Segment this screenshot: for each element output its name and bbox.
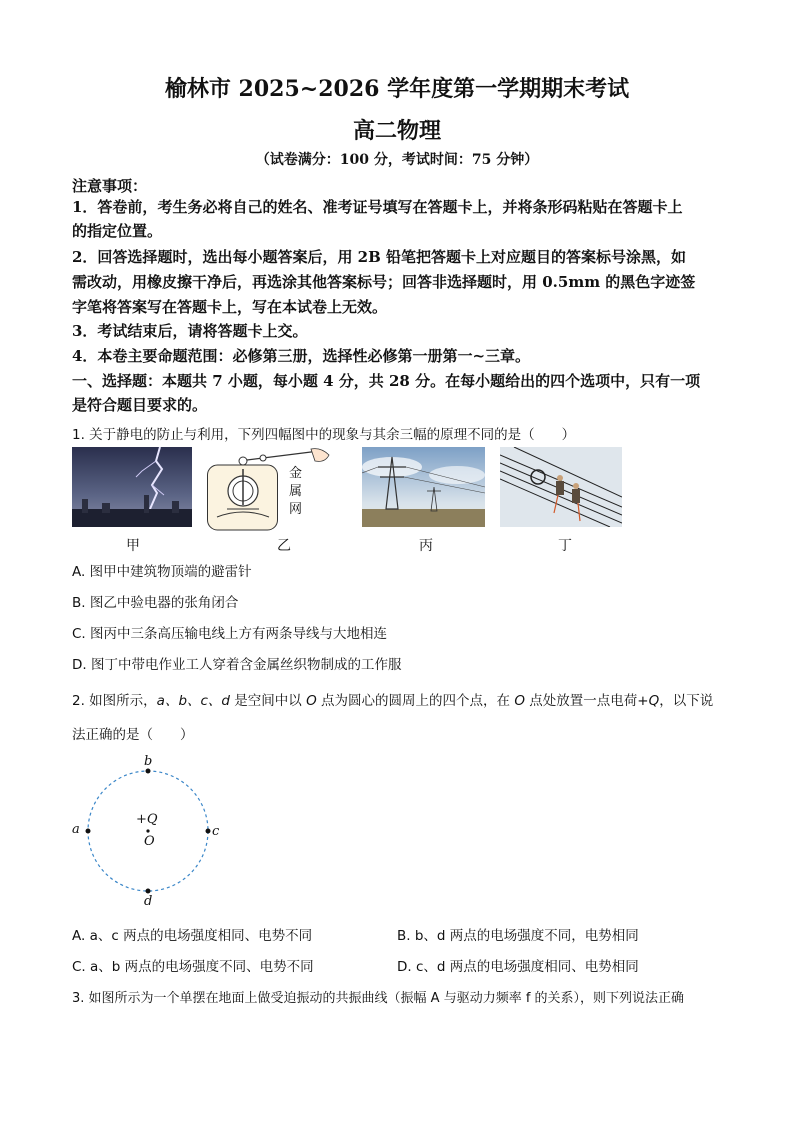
q2-circle-diagram bbox=[66, 754, 226, 914]
exam-info: （试卷满分：100 分，考试时间：75 分钟） bbox=[255, 152, 539, 168]
q1-stem: 1. 关于静电的防止与利用，下列四幅图中的现象与其余三幅的原理不同的是（ ） bbox=[72, 427, 576, 443]
caption-ding: 丁 bbox=[558, 538, 572, 554]
note-3: 3．考试结束后，请将答题卡上交。 bbox=[72, 322, 308, 340]
q1-option-c: C. 图丙中三条高压输电线上方有两条导线与大地相连 bbox=[72, 626, 388, 642]
q3-stem: 3. 如图所示为一个单摆在地面上做受迫振动的共振曲线（振幅 A 与驱动力频率 f 的关系），则下列说法正确 bbox=[72, 991, 685, 1006]
section-1-line2: 是符合题目要求的。 bbox=[72, 396, 208, 414]
notes-heading: 注意事项： bbox=[72, 177, 148, 195]
label-b: b bbox=[144, 754, 153, 769]
section-1-line1: 一、选择题：本题共 7 小题，每小题 4 分，共 28 分。在每小题给出的四个选项中，只有一项 bbox=[72, 372, 701, 390]
q2-stem-part5: ，以下说 bbox=[659, 693, 714, 709]
label-a: a bbox=[72, 822, 80, 837]
q1-option-b: B. 图乙中验电器的张角闭合 bbox=[72, 595, 239, 611]
note-2-line3: 字笔将答案写在答题卡上，写在本试卷上无效。 bbox=[72, 298, 388, 316]
note-1-line2: 的指定位置。 bbox=[72, 222, 163, 240]
q1-option-d: D. 图丁中带电作业工人穿着含金属丝织物制成的工作服 bbox=[72, 657, 402, 673]
q2-option-a: A. a、c 两点的电场强度相同、电势不同 bbox=[72, 928, 313, 944]
mesh-label-char-3: 网 bbox=[289, 502, 303, 517]
mesh-label-char-1: 金 bbox=[289, 466, 303, 481]
figure-bing-power-tower-photo bbox=[362, 447, 485, 527]
label-c: c bbox=[212, 824, 220, 839]
note-4: 4．本卷主要命题范围：必修第三册，选择性必修第一册第一~三章。 bbox=[72, 347, 531, 365]
q2-stem-part2: 是空间中以 bbox=[230, 693, 307, 709]
q2-stem-line2: 法正确的是（ ） bbox=[72, 727, 194, 743]
note-2-line1: 2．回答选择题时，选出每小题答案后，用 2B 铅笔把答题卡上对应题目的答案标号涂黑，如 bbox=[72, 248, 687, 266]
q2-stem-line1 bbox=[72, 689, 713, 709]
figure-ding-live-line-workers-photo bbox=[500, 447, 622, 527]
note-1-line1: 1．答卷前，考生务必将自己的姓名、准考证号填写在答题卡上，并将条形码粘贴在答题卡上 bbox=[72, 198, 683, 216]
caption-bing: 丙 bbox=[419, 538, 433, 554]
point-b bbox=[146, 769, 151, 774]
q2-stem-q: Q bbox=[648, 693, 660, 709]
q2-option-c: C. a、b 两点的电场强度不同、电势不同 bbox=[72, 959, 314, 975]
mesh-label bbox=[289, 465, 302, 519]
exam-title: 榆林市 2025~2026 学年度第一学期期末考试 bbox=[164, 76, 630, 102]
q2-stem-part3: 点为圆心的圆周上的四个点，在 bbox=[316, 693, 515, 709]
label-center: O bbox=[144, 834, 155, 849]
label-charge: +Q bbox=[136, 812, 158, 827]
mesh-label-char-2: 属 bbox=[289, 484, 303, 499]
q2-stem-vars: a、b、c、d bbox=[156, 693, 231, 709]
figure-yi-electroscope-diagram bbox=[207, 447, 335, 531]
q2-stem-o2: O bbox=[514, 693, 525, 709]
point-c bbox=[206, 829, 211, 834]
point-a bbox=[86, 829, 91, 834]
figure-jia-lightning-photo bbox=[72, 447, 192, 527]
note-2-line2: 需改动，用橡皮擦干净后，再选涂其他答案标号；回答非选择题时，用 0.5mm 的黑色字迹签 bbox=[72, 273, 696, 291]
q1-option-a: A. 图甲中建筑物顶端的避雷针 bbox=[72, 564, 252, 580]
q2-option-b: B. b、d 两点的电场强度不同，电势相同 bbox=[397, 928, 639, 944]
point-d bbox=[146, 889, 151, 894]
caption-yi: 乙 bbox=[277, 538, 291, 554]
q2-stem-part4: 点处放置一点电荷+ bbox=[524, 693, 649, 709]
q2-stem-part1: 2. 如图所示， bbox=[72, 693, 157, 709]
label-d: d bbox=[144, 894, 153, 909]
exam-subject: 高二物理 bbox=[352, 118, 441, 144]
caption-jia: 甲 bbox=[126, 538, 140, 554]
q2-option-d: D. c、d 两点的电场强度相同、电势相同 bbox=[397, 959, 639, 975]
q2-stem-o: O bbox=[306, 693, 317, 709]
point-o bbox=[146, 829, 149, 832]
